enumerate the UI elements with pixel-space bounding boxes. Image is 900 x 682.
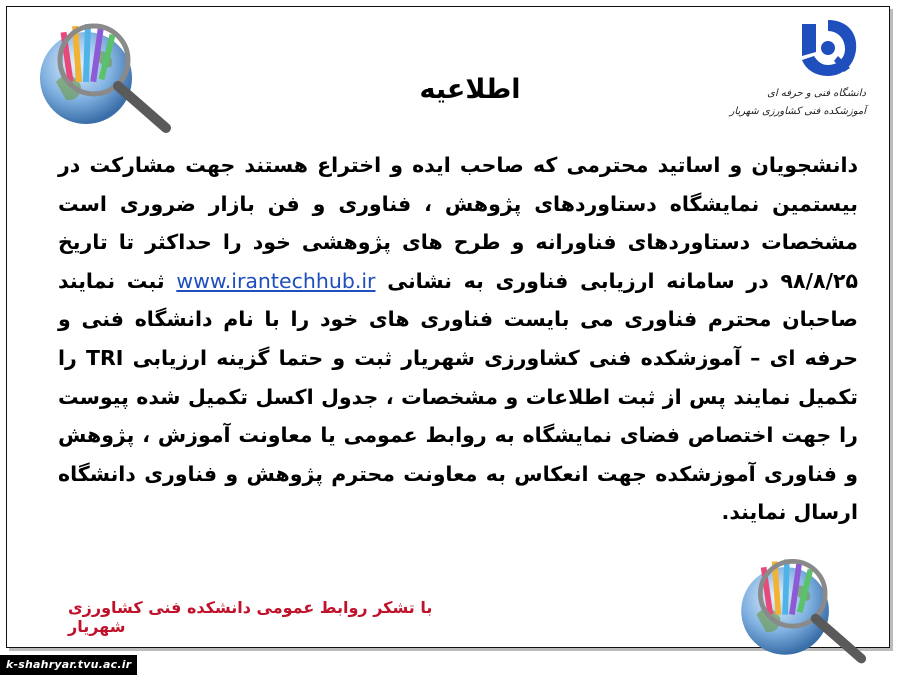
globe-magnifier-image: [34, 12, 184, 144]
site-watermark: k-shahryar.tvu.ac.ir: [0, 655, 137, 675]
body-text-part2: ثبت نمایند صاحبان محترم فناوری می بایست فناوری های خود را با نام دانشگاه فنی و حرفه ای – آموزشکده فنی کشاورزی شهریار ثبت و حتما گزینه ارزیابی TRI را تکمیل نمایند پس از ثبت اطلاعات و مشخصات ، جدول اکسل تکمیل شده پیوست را جهت اختصاص فضای نمایشگاه به روابط عمومی یا معاونت آموزش ، پژوهش و فناوری آموزشکده جهت انعکاس به معاونت محترم پژوهش و فناوری دانشگاه ارسال نمایند.: [58, 268, 858, 525]
university-emblem-icon: [794, 16, 862, 82]
irantechhub-link[interactable]: www.irantechhub.ir: [176, 268, 376, 293]
notice-body: [58, 146, 858, 532]
university-logo: [729, 14, 886, 134]
globe-magnifier-icon: [728, 548, 886, 670]
logo-college-name: آموزشکده فنی کشاورزی شهریار: [729, 106, 866, 117]
globe-magnifier-icon: [34, 12, 184, 140]
body-text-part1: دانشجویان و اساتید محترمی که صاحب ایده و اختراع هستند جهت مشارکت در بیستمین نمایشگاه دستاوردهای پژوهش ، فناوری و فن بازار ضروری است مشخصات دستاوردهای فناورانه و طرح های پژوهشی خود را حداکثر تا تاریخ ۹۸/۸/۲۵ در سامانه ارزیابی فناوری به نشانی: [58, 153, 859, 293]
logo-university-name: دانشگاه فنی و حرفه ای: [767, 88, 866, 99]
notice-title: اطلاعیه: [419, 74, 521, 105]
globe-magnifier-image-bottom: [728, 548, 886, 674]
signature: با تشکر روابط عمومی دانشکده فنی کشاورزی شهریار: [68, 598, 433, 636]
